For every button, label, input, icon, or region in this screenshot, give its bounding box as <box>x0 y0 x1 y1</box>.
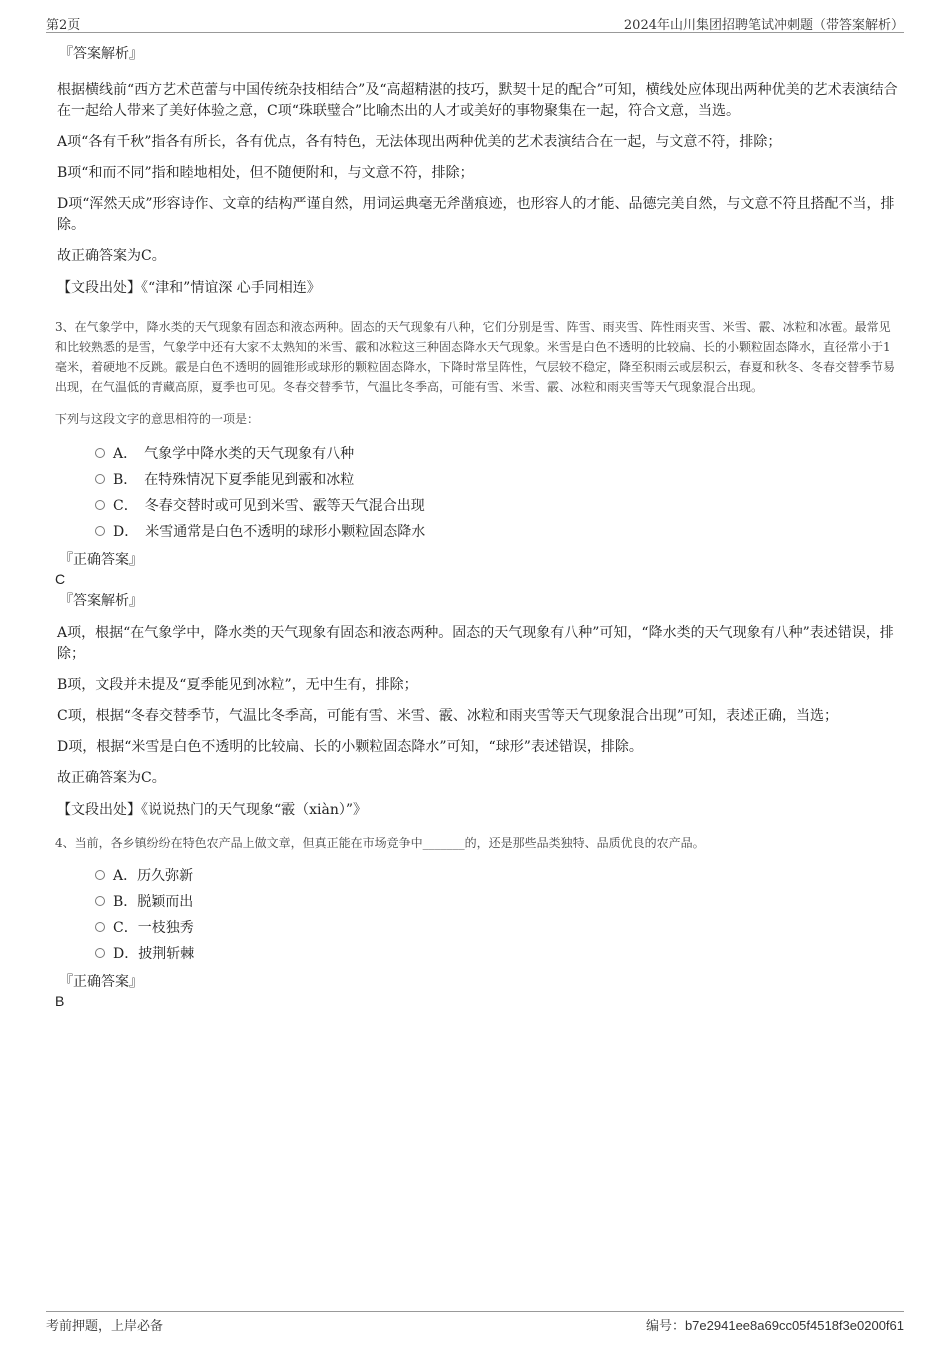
q2-analysis-paragraph: D项“浑然天成”形容诗作、文章的结构严谨自然，用词运典毫无斧凿痕迹，也形容人的才能、品德完美自然，与文意不符且搭配不当，排除。 <box>57 196 895 233</box>
q3-analysis-paragraph: C项，根据“冬春交替季节，气温比冬季高，可能有雪、米雪、霰、冰粒和雨夹雪等天气现象混合出现”可知，表述正确，当选； <box>57 708 839 724</box>
option-label: A． 气象学中降水类的天气现象有八种 <box>113 446 355 462</box>
q4-text: 4、当前，各乡镇纷纷在特色农产品上做文章，但真正能在市场竞争中_______的，还是那些品类独特、品质优良的农产品。 <box>55 836 705 850</box>
footer-slogan: 考前押题，上岸必备 <box>46 1319 164 1334</box>
q2-analysis-label: 『答案解析』 <box>59 46 143 62</box>
q3-prompt: 下列与这段文字的意思相符的一项是： <box>55 412 260 426</box>
q3-analysis-paragraph: 故正确答案为C。 <box>57 770 166 786</box>
option-label: D． 米雪通常是白色不透明的球形小颗粒固态降水 <box>113 524 426 540</box>
radio-icon[interactable] <box>95 896 105 906</box>
q4-option-c[interactable] <box>95 915 900 941</box>
option-label: C．一枝独秀 <box>113 920 194 936</box>
page-footer <box>46 1311 904 1335</box>
q2-source: 【文段出处】《“津和”情谊深 心手同相连》 <box>57 280 321 296</box>
q3-text: 3、在气象学中，降水类的天气现象有固态和液态两种。固态的天气现象有八种，它们分别是雪、阵雪、雨夹雪、阵性雨夹雪、米雪、霰、冰粒和冰雹。最常见和比较熟悉的是雪，气象学中还有大家不太熟知的米雪、霰和冰粒这三种固态降水天气现象。米雪是白色不透明的比较扁、长的小颗粒固态降水，直径常小于1毫米，着硬地不反跳。霰是白色不透明的圆锥形或球形的颗粒固态降水，下降时常呈阵性，气层较不稳定，降至积雨云或层积云，春夏和秋冬、冬春交替季节易出现，在气温低的青藏高原，夏季也可见。冬春交替季节，气温比冬季高，可能有雪、米雪、霰、冰粒和雨夹雪等天气现象混合出现。 <box>55 320 896 394</box>
page-number: 第2页 <box>46 18 81 33</box>
q3-correct-label: 『正确答案』 <box>59 552 143 568</box>
option-label: D．披荆斩棘 <box>113 946 195 962</box>
q4-options <box>95 863 900 967</box>
q4-option-a[interactable] <box>95 863 900 889</box>
q3-analysis-paragraph: D项，根据“米雪是白色不透明的比较扁、长的小颗粒固态降水”可知，“球形”表述错误，排除。 <box>57 739 643 755</box>
q3-option-b[interactable] <box>95 467 900 493</box>
q3-analysis-label: 『答案解析』 <box>59 593 143 609</box>
q3-option-c[interactable] <box>95 493 900 519</box>
q4-correct-label: 『正确答案』 <box>59 974 143 990</box>
q4-correct-answer: B <box>55 993 65 1009</box>
q4-option-d[interactable] <box>95 941 900 967</box>
q3-options <box>95 441 900 545</box>
option-label: B．脱颖而出 <box>113 894 194 910</box>
q2-analysis-paragraph: 根据横线前“西方艺术芭蕾与中国传统杂技相结合”及“高超精湛的技巧，默契十足的配合”可知，横线处应体现出两种优美的艺术表演结合在一起给人带来了美好体验之意，C项“珠联璧合”比喻杰出的人才或美好的事物聚集在一起，符合文意，当选。 <box>57 82 898 119</box>
q3-option-a[interactable] <box>95 441 900 467</box>
option-label: B． 在特殊情况下夏季能见到霰和冰粒 <box>113 472 355 488</box>
page-header <box>46 14 904 33</box>
radio-icon[interactable] <box>95 870 105 880</box>
document-code: 编号：b7e2941ee8a69cc05f4518f3e0200f61 <box>645 1318 904 1333</box>
q2-analysis-paragraph: B项“和而不同”指和睦地相处，但不随便附和，与文意不符，排除； <box>57 165 474 181</box>
q3-analysis-paragraph: B项，文段并未提及“夏季能见到冰粒”，无中生有，排除； <box>57 677 418 693</box>
radio-icon[interactable] <box>95 922 105 932</box>
q2-analysis-paragraph: A项“各有千秋”指各有所长，各有优点，各有特色，无法体现出两种优美的艺术表演结合在一起，与文意不符，排除； <box>57 134 782 150</box>
radio-icon[interactable] <box>95 526 105 536</box>
option-label: A．历久弥新 <box>113 868 194 884</box>
radio-icon[interactable] <box>95 948 105 958</box>
q2-analysis-paragraph: 故正确答案为C。 <box>57 248 166 264</box>
page-content <box>57 44 900 1011</box>
q3-option-d[interactable] <box>95 519 900 545</box>
radio-icon[interactable] <box>95 448 105 458</box>
document-title: 2024年山川集团招聘笔试冲刺题（带答案解析） <box>623 18 904 33</box>
option-label: C． 冬春交替时或可见到米雪、霰等天气混合出现 <box>113 498 425 514</box>
q4-option-b[interactable] <box>95 889 900 915</box>
q3-correct-answer: C <box>55 571 66 587</box>
q3-analysis-paragraph: A项，根据“在气象学中，降水类的天气现象有固态和液态两种。固态的天气现象有八种”可知，“降水类的天气现象有八种”表述错误，排除； <box>57 625 894 662</box>
radio-icon[interactable] <box>95 474 105 484</box>
radio-icon[interactable] <box>95 500 105 510</box>
q3-source: 【文段出处】《说说热门的天气现象“霰（xiàn）”》 <box>57 802 368 818</box>
